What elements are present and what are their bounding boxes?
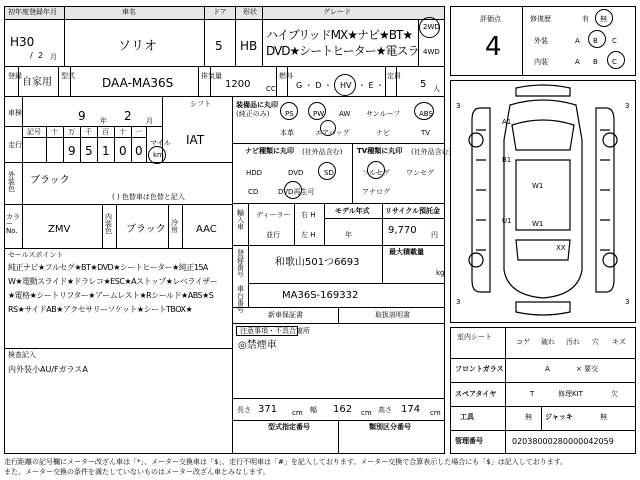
- equipment-label: 装備品に丸印: [236, 101, 278, 109]
- drive-2wd: 2WD: [423, 23, 440, 31]
- jack-label: ジャッキ: [545, 413, 573, 421]
- spare-tire-t: T: [530, 390, 535, 398]
- equip-ps-circle: [280, 102, 298, 120]
- navi-hdd: HDD: [246, 169, 263, 177]
- front-glass-a: A: [545, 365, 550, 373]
- type-number-label: 型式指定番号: [268, 423, 310, 431]
- jack-value: 無: [600, 413, 607, 421]
- manual-label: 取扱説明書: [375, 311, 410, 319]
- month-unit: 月: [50, 53, 57, 61]
- equip-aw: AW: [339, 110, 351, 118]
- ac-label: 冷房: [171, 219, 178, 234]
- chassis-value: MA36S-169332: [282, 290, 359, 301]
- color-code-value: ZMV: [48, 224, 71, 235]
- mark-w1-a: W1: [532, 182, 544, 190]
- sales-line-1: 純正ナビ★フルセグ★BT★DVD★シートヒーター★純正15A: [8, 263, 208, 272]
- shift-label: シフト: [190, 100, 211, 108]
- digit-header-1: 万: [68, 128, 75, 136]
- front-glass-label: フロントガラス: [455, 365, 504, 373]
- int-grade-a: A: [575, 58, 580, 66]
- interior-color-value: ブラック: [126, 224, 166, 235]
- recycle-value: 9,770: [388, 225, 417, 236]
- spare-tire-none: 欠: [611, 390, 618, 398]
- ext-grade-a: A: [575, 37, 580, 45]
- import-parallel: 並行: [266, 231, 280, 239]
- inspection-label: 車検: [8, 109, 22, 117]
- footer-line-1: 走行距離の記号欄にメーター改ざん車は「*」、メーター交換車は「$」、走行不明車は「#」を記入しております。メーター交換で合算表示した場合にも「$」は記入しております。: [4, 458, 568, 466]
- mile-unit: マイル: [150, 139, 171, 147]
- sheet-tear: 破れ: [541, 338, 555, 346]
- sheet-hole: 穴: [592, 338, 599, 346]
- door-count: 5: [215, 39, 223, 53]
- equip-abs: ABS: [419, 110, 433, 118]
- navi-sub: (社外品含む): [302, 148, 343, 156]
- digit-header-3: 百: [102, 128, 109, 136]
- footer-line-2: また、メーター交換の条件を満たしていないものはメーター改ざん車とみなします。: [4, 468, 270, 476]
- displacement-label: 排気量: [201, 72, 222, 80]
- corner-mark-tr: 3: [625, 102, 630, 110]
- int-grade-c: C: [612, 58, 617, 66]
- color-label: 外装色: [8, 171, 15, 193]
- left-hand: 左 H: [301, 231, 316, 239]
- sheet-burn: コゲ: [516, 338, 530, 346]
- import-dealer: ディーラー: [256, 211, 291, 219]
- tools-value: 無: [525, 413, 532, 421]
- model-label: 型式: [61, 72, 75, 80]
- height-value: 174: [401, 404, 421, 415]
- tools-label: 工具: [460, 413, 474, 421]
- plate-value: 和歌山501つ6693: [275, 257, 360, 268]
- recycle-unit: 円: [431, 231, 438, 239]
- mileage-digit-4: 0: [119, 144, 127, 158]
- sheet-scratch: キズ: [612, 338, 626, 346]
- max-load-label: 最大積載量: [389, 248, 424, 256]
- equip-pw: PW: [313, 110, 325, 118]
- corner-mark-bl: 3: [456, 298, 461, 306]
- tv-oneseg: ワンセグ: [406, 169, 434, 177]
- drive-2wd-circle: [419, 17, 440, 38]
- mileage-digit-1: 9: [68, 144, 76, 158]
- grade-line-1: ハイブリッドMX★ナビ★BT★: [266, 28, 413, 42]
- navi-sd-circle: [318, 162, 336, 180]
- notes-label-box: [236, 326, 298, 336]
- color-code-label: カラー No.: [6, 213, 20, 235]
- mileage-digit-3: 1: [102, 144, 110, 158]
- import-label: 輸入車: [237, 209, 244, 231]
- mark-xx: XX: [556, 244, 566, 252]
- equip-navi: ナビ: [376, 129, 390, 137]
- car-diagram: [450, 80, 636, 323]
- displacement-unit: CC: [266, 85, 276, 93]
- height-label: 高さ: [378, 406, 392, 414]
- body-shape: HB: [240, 39, 258, 53]
- entry-label: 記号: [27, 128, 41, 136]
- mileage-digit-2: 5: [85, 144, 93, 158]
- sales-points-label: セールスポイント: [8, 251, 64, 259]
- shift-value: IAT: [186, 133, 205, 147]
- mileage-digit-5: 0: [135, 144, 143, 158]
- color-note: ( ) 色替車は色替と記入: [112, 193, 185, 201]
- ext-grade-c: C: [612, 37, 617, 45]
- inspector-value: 内外装小AU/FガラスA: [8, 365, 88, 374]
- equip-airbag-circle: [320, 120, 336, 136]
- int-grade-b: B: [593, 58, 598, 66]
- mark-b1: B1: [502, 156, 512, 164]
- capacity-label: 定員: [387, 72, 401, 80]
- recycle-label: リサイクル預託金: [385, 207, 441, 215]
- equip-pw-circle: [308, 102, 326, 120]
- corner-mark-br: 3: [625, 298, 630, 306]
- length-value: 371: [258, 404, 278, 415]
- length-label: 長さ: [237, 406, 251, 414]
- fuel-options: G ・ D ・: [296, 81, 332, 90]
- ext-grade-b-circle: [588, 30, 606, 48]
- capacity-unit: 人: [433, 85, 440, 93]
- score-label: 評価点: [480, 15, 501, 23]
- fuel-hv-circle: [334, 74, 356, 96]
- capacity-value: 5: [420, 79, 427, 90]
- month-prefix: /: [30, 51, 33, 60]
- width-label: 幅: [310, 406, 317, 414]
- fuel-hv: HV: [340, 81, 352, 90]
- exterior-label: 外装: [534, 37, 548, 45]
- model-year-unit: 年: [345, 231, 352, 239]
- interior-label: 内装: [534, 58, 548, 66]
- mileage-label: 走行: [8, 141, 22, 149]
- width-value: 162: [333, 404, 353, 415]
- navi-label: ナビ種類に丸印: [245, 147, 294, 155]
- equip-ps: PS: [285, 110, 294, 118]
- inspection-year: 9: [78, 109, 86, 123]
- interior-color-label: 内装色: [105, 213, 112, 235]
- model-year-label: モデル年式: [335, 207, 370, 215]
- spare-tire-kit: 修理KIT: [558, 390, 583, 398]
- int-grade-c-circle: [607, 51, 625, 69]
- ac-value: AAC: [196, 224, 217, 235]
- model-code: DAA-MA36S: [102, 76, 174, 90]
- grade-label: グレード: [323, 8, 351, 16]
- km-unit: km: [153, 151, 164, 159]
- digit-header-5: 一: [135, 128, 142, 136]
- navi-sd: SD: [324, 169, 334, 177]
- repair-yes: 有: [582, 15, 589, 23]
- inspection-year-unit: 年: [100, 117, 107, 125]
- score-value: 4: [485, 32, 502, 62]
- corner-mark-tl: 3: [456, 102, 461, 110]
- equip-airbag: エアバッグ: [315, 129, 350, 137]
- color-value: ブラック: [30, 175, 70, 186]
- car-name-label: 車名: [122, 8, 136, 16]
- equip-tv: TV: [421, 129, 431, 137]
- tv-sub: (社外品含む): [411, 148, 452, 156]
- navi-dvd: DVD: [288, 169, 304, 177]
- inspector-label: 検査記入: [8, 351, 36, 359]
- door-label: ドア: [213, 8, 227, 16]
- width-unit: cm: [361, 409, 372, 417]
- category-number-label: 類別区分番号: [369, 423, 411, 431]
- tv-fullseg-circle: [367, 161, 385, 179]
- height-unit: cm: [430, 409, 441, 417]
- car-name: ソリオ: [118, 39, 157, 54]
- length-unit: cm: [292, 409, 303, 417]
- management-value: 02038000280000042059: [512, 437, 614, 446]
- fuel-label: 燃料: [279, 72, 293, 80]
- mark-u1: U1: [502, 217, 512, 225]
- notes-label: 注意事項・不具合箇所: [240, 327, 310, 335]
- front-glass-replace: × 要交: [576, 365, 599, 373]
- use-type: 自家用: [22, 77, 52, 88]
- plate-label: 登録番号: [237, 249, 244, 278]
- interior-sheet-label: 室内シート: [457, 333, 492, 341]
- sales-line-4: RS★サイドAB★アクセサリーソケット★シートTBOX★: [8, 305, 193, 314]
- fuel-rest: ・ E ・: [358, 81, 385, 90]
- repair-no-circle: [595, 9, 613, 27]
- drive-4wd: 4WD: [423, 48, 440, 56]
- register-label: 登録: [8, 72, 22, 80]
- mark-w1-b: W1: [532, 220, 544, 228]
- chassis-label: 車台番号: [237, 285, 244, 314]
- sales-line-3: ★電格★シートリフター★アームレスト★Rシールド★ABS★S: [8, 291, 214, 300]
- repair-label: 修復歴: [530, 15, 551, 23]
- repair-no: 無: [600, 15, 607, 23]
- equip-leather: 本革: [280, 129, 294, 137]
- sheet-stain: 汚れ: [566, 338, 580, 346]
- right-hand: 右 H: [301, 211, 316, 219]
- management-label: 管理番号: [455, 437, 483, 445]
- tv-analog: アナログ: [362, 188, 390, 196]
- equip-abs-circle: [414, 102, 434, 120]
- spare-tire-label: スペアタイヤ: [455, 390, 497, 398]
- inspection-month-unit: 月: [146, 117, 153, 125]
- digit-header-4: 十: [119, 128, 126, 136]
- reg-year-label: 初年度登録年月: [8, 8, 57, 16]
- navi-cd: CD: [248, 188, 259, 196]
- grade-line-2: DVD★シートヒーター★電スラ: [266, 44, 419, 58]
- era-value: H30: [10, 35, 35, 49]
- equipment-sub: (純正のみ): [236, 110, 270, 118]
- shape-label: 形状: [243, 8, 257, 16]
- tv-label: TV種類に丸印: [357, 147, 403, 155]
- sales-line-2: W★電動スライド★ドラレコ★ESC★Aストップ★レベライザー: [8, 277, 218, 286]
- mark-a1: A1: [502, 118, 512, 126]
- ext-grade-b: B: [593, 37, 598, 45]
- displacement-value: 1200: [225, 79, 251, 90]
- notes-value: ◎禁煙車: [238, 340, 277, 351]
- max-load-unit: kg: [436, 269, 445, 277]
- warranty-label: 新車保証書: [268, 311, 303, 319]
- inspection-month: 2: [124, 109, 132, 123]
- navi-dvd-play-circle: [284, 181, 302, 199]
- digit-header-2: 千: [85, 128, 92, 136]
- reg-month: 2: [38, 51, 44, 60]
- digit-header-0: 十: [51, 128, 58, 136]
- tv-fullseg: フルセグ: [362, 169, 390, 177]
- equip-sunroof: サンルーフ: [366, 110, 401, 118]
- navi-dvd-play: DVD再生可: [278, 188, 315, 196]
